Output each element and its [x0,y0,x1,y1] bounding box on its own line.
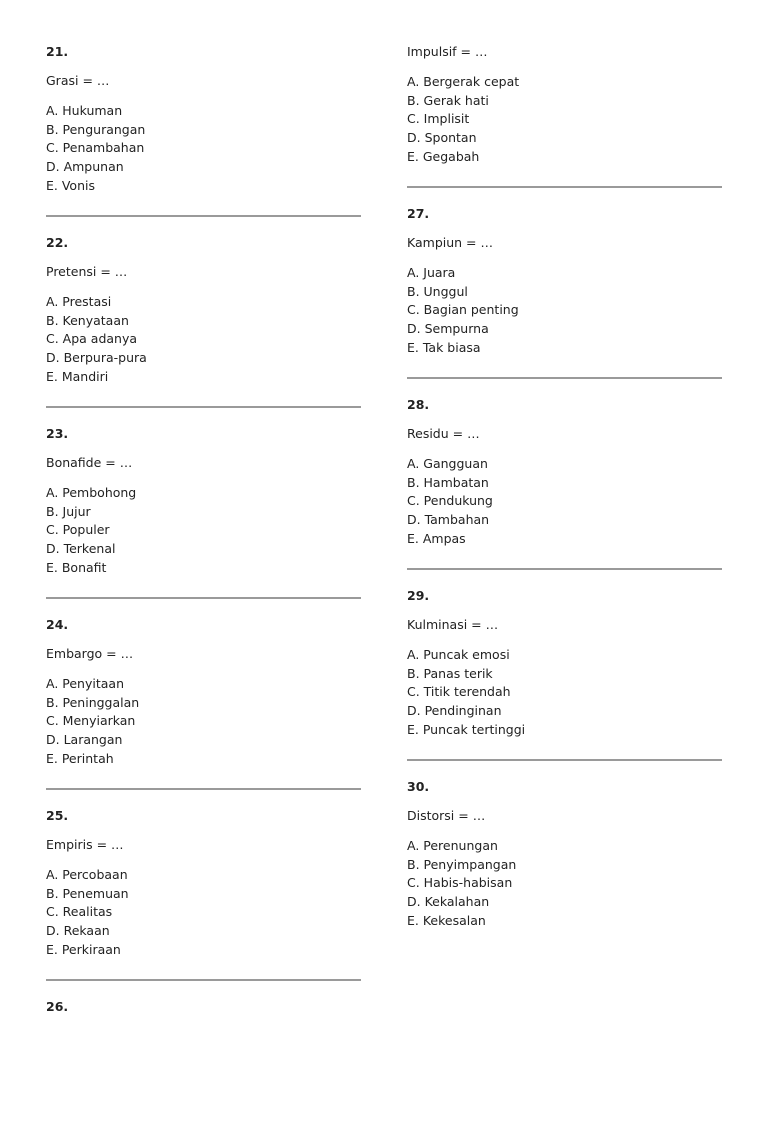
answer-option: B. Kenyataan [46,312,129,328]
answer-option: A. Juara [407,265,456,280]
answer-option: E. Vonis [46,177,95,193]
answer-option: E. Perintah [46,750,114,766]
answer-option: E. Tak biasa [407,339,481,355]
answer-option: A. Gangguan [407,456,488,471]
answer-option: B. Gerak hati [407,92,489,108]
answer-option: D. Sempurna [407,321,489,337]
answer-option: D. Terkenal [46,541,116,557]
answer-options [407,837,516,930]
question-number: 30. [407,779,430,794]
answer-option: D. Spontan [407,130,477,146]
answer-option: E. Perkiraan [46,941,121,957]
answer-option: A. Hukuman [46,103,123,118]
question-number: 23. [46,426,69,441]
question-text: Pretensi = … [46,264,128,279]
answer-option: E. Gegabah [407,148,480,164]
answer-option: D. Ampunan [46,159,124,175]
answer-options [407,646,525,739]
right-column [407,0,722,926]
answer-option: C. Titik terendah [407,684,511,700]
question-block [46,573,361,764]
question-block [407,544,722,735]
question-block [46,382,361,573]
question-text: Embargo = … [46,646,134,661]
answer-option: A. Pembohong [46,485,137,500]
answer-options [407,73,519,166]
question-block [407,353,722,544]
answer-options [46,866,129,959]
question-block [407,735,722,926]
answer-option: B. Penemuan [46,885,129,901]
answer-option: A. Bergerak cepat [407,74,520,89]
answer-option: C. Implisit [407,111,470,127]
question-number: 25. [46,808,69,823]
answer-options [46,102,145,195]
answer-option: A. Prestasi [46,294,112,309]
question-block [46,764,361,955]
question-text: Grasi = … [46,73,110,88]
question-block [46,0,361,191]
answer-option: C. Pendukung [407,493,493,509]
answer-options [407,264,519,357]
answer-option: B. Peninggalan [46,694,140,710]
answer-option: C. Populer [46,522,110,538]
question-text: Impulsif = … [407,44,488,59]
left-column [46,0,361,1146]
answer-options [407,455,493,548]
answer-option: A. Puncak emosi [407,647,510,662]
question-text: Empiris = … [46,837,124,852]
answer-option: A. Perenungan [407,838,498,853]
question-number: 22. [46,235,69,250]
answer-option: D. Tambahan [407,512,490,528]
answer-option: E. Puncak tertinggi [407,721,526,737]
question-number: 27. [407,206,430,221]
answer-option: D. Kekalahan [407,894,490,910]
answer-option: C. Penambahan [46,140,145,156]
answer-option: B. Penyimpangan [407,856,517,872]
answer-option: C. Apa adanya [46,331,138,347]
question-number: 29. [407,588,430,603]
answer-option: E. Bonafit [46,559,107,575]
question-text: Distorsi = … [407,808,486,823]
question-block [407,162,722,353]
question-text: Residu = … [407,426,480,441]
answer-option: B. Unggul [407,283,468,299]
answer-option: A. Percobaan [46,867,128,882]
answer-options [46,484,136,577]
answer-option: D. Rekaan [46,923,110,939]
question-block [46,955,361,1146]
answer-option: A. Penyitaan [46,676,124,691]
answer-option: B. Jujur [46,503,91,519]
answer-option: B. Pengurangan [46,121,146,137]
answer-option: E. Mandiri [46,368,109,384]
question-number: 26. [46,999,69,1014]
question-block [46,191,361,382]
question-text: Kulminasi = … [407,617,499,632]
answer-option: B. Panas terik [407,665,493,681]
answer-option: B. Hambatan [407,474,489,490]
answer-options [46,293,147,386]
answer-option: E. Kekesalan [407,912,486,928]
answer-option: D. Pendinginan [407,703,502,719]
answer-option: D. Berpura-pura [46,350,147,366]
question-block [407,0,722,162]
answer-options [46,675,139,768]
answer-option: C. Realitas [46,904,113,920]
question-text: Kampiun = … [407,235,493,250]
answer-option: E. Ampas [407,530,466,546]
answer-option: D. Larangan [46,732,123,748]
question-number: 28. [407,397,430,412]
answer-option: C. Bagian penting [407,302,519,318]
question-text: Bonafide = … [46,455,133,470]
question-number: 24. [46,617,69,632]
answer-option: C. Menyiarkan [46,713,136,729]
question-number: 21. [46,44,69,59]
answer-option: C. Habis-habisan [407,875,513,891]
